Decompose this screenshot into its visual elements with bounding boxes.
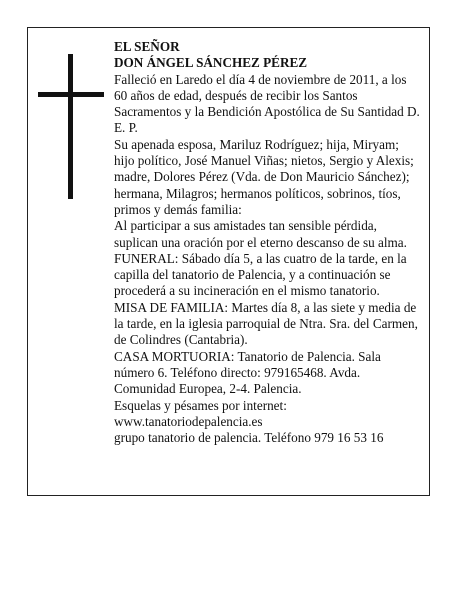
deceased-name: DON ÁNGEL SÁNCHEZ PÉREZ [114, 55, 308, 71]
funeral-info: FUNERAL: Sábado día 5, a las cuatro de la tarde, en la capilla del tanatorio de Palencia, y a continuación se procederá a su incineración en el mismo tanatorio. [114, 250, 407, 299]
cross-vertical-bar [68, 54, 73, 199]
family-mass-info: MISA DE FAMILIA: Martes día 8, a las siete y media de la tarde, en la iglesia parroquial de Ntra. Sra. del Carmen, de Colindres (Cantabria). [114, 299, 418, 348]
death-announcement: Falleció en Laredo el día 4 de noviembre de 2011, a los 60 años de edad, después de recibir los Santos Sacramentos y la Bendición Apostólica de Su Santidad D. E. P. [114, 71, 420, 136]
contact-phone: grupo tanatorio de palencia. Teléfono 979 16 53 16 [114, 430, 384, 446]
family-list: Su apenada esposa, Mariluz Rodríguez; hija, Miryam; hijo político, José Manuel Viñas; nietos, Sergio y Alexis; madre, Dolores Pérez (Vda. de Don Mauricio Sánchez); hermana, Milagros; hermanos políticos, sobrinos, tíos, primos y demás familia: [114, 136, 414, 217]
notice-text [114, 39, 420, 446]
website-link: www.tanatoriodepalencia.es [114, 413, 263, 429]
title-line-1: EL SEÑOR [114, 39, 180, 54]
prayer-request: Al participar a sus amistades tan sensible pérdida, suplican una oración por el eterno descanso de su alma. [114, 218, 407, 250]
obituary-notice [27, 27, 430, 496]
cross-icon [38, 54, 104, 199]
online-condolences-label: Esquelas y pésames por internet: [114, 397, 287, 413]
cross-horizontal-bar [38, 92, 104, 97]
funeral-home-info: CASA MORTUORIA: Tanatorio de Palencia. Sala número 6. Teléfono directo: 979165468. Avda. Comunidad Europea, 2-4. Palencia. [114, 348, 381, 397]
